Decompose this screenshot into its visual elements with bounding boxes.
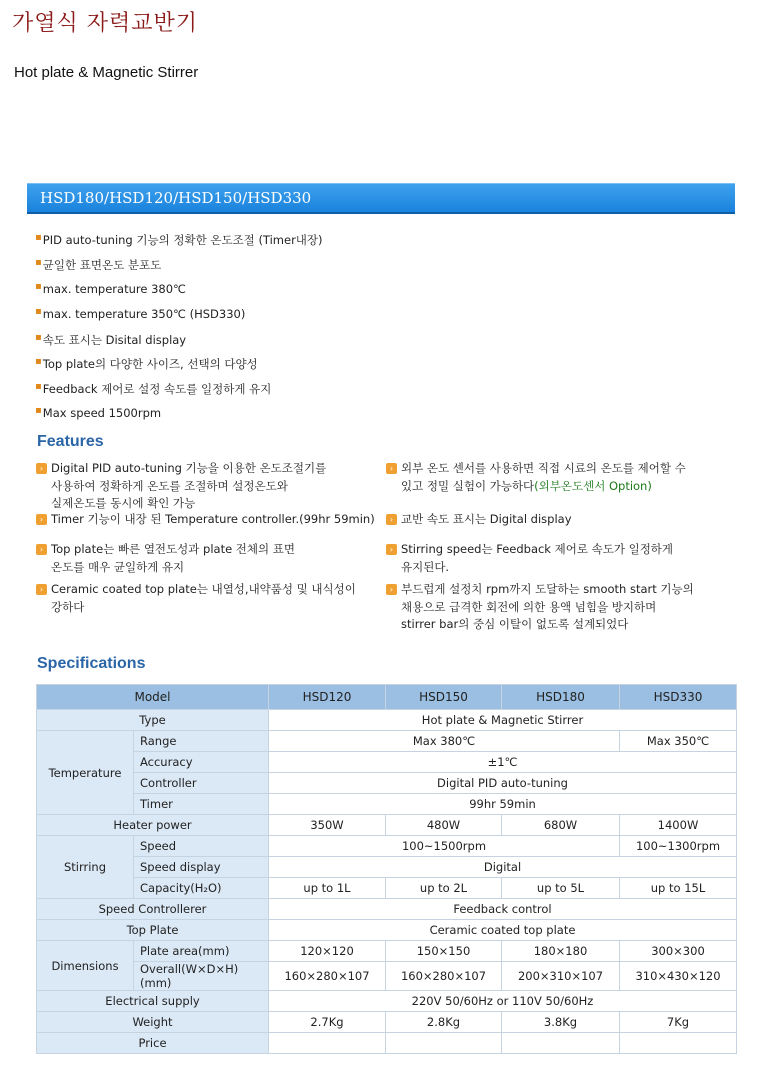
table-row: [37, 773, 737, 794]
table-cell: 350W: [269, 815, 386, 836]
table-row: [37, 899, 737, 920]
table-row: [37, 815, 737, 836]
bullet-item: ▪max. temperature 350℃ (HSD330): [35, 306, 246, 321]
bullet-item: ▪Max speed 1500rpm: [35, 405, 162, 420]
external-sensor-option-note: (외부온도센서 Option): [534, 478, 652, 493]
table-row: [37, 878, 737, 899]
table-row: [37, 731, 737, 752]
group-label: Stirring: [37, 836, 134, 899]
bullet-dot-icon: ▪: [35, 405, 42, 416]
row-label: Overall(W×D×H)(mm): [134, 962, 269, 991]
row-label: Type: [37, 710, 269, 731]
model-banner-label: HSD180/HSD120/HSD150/HSD330: [40, 189, 312, 207]
arrow-bullet-icon: ›: [36, 584, 47, 595]
table-row: [37, 991, 737, 1012]
table-cell: up to 15L: [620, 878, 737, 899]
feature-item: › Stirring speed는 Feedback 제어로 속도가 일정하게 유지된다.: [386, 541, 673, 576]
bullet-item: ▪속도 표시는 Disital display: [35, 332, 187, 347]
row-label: Heater power: [37, 815, 269, 836]
table-cell: 7Kg: [620, 1012, 737, 1033]
arrow-bullet-icon: ›: [36, 544, 47, 555]
table-cell: Ceramic coated top plate: [269, 920, 737, 941]
table-row: [37, 1012, 737, 1033]
table-cell: [386, 1033, 502, 1054]
table-header-cell: HSD120: [269, 685, 386, 710]
table-header-cell: HSD180: [502, 685, 620, 710]
table-row: [37, 710, 737, 731]
row-label: Plate area(mm): [134, 941, 269, 962]
table-row: [37, 1033, 737, 1054]
features-heading: Features: [37, 433, 104, 450]
table-cell: 150×150: [386, 941, 502, 962]
row-label: Controller: [134, 773, 269, 794]
arrow-bullet-icon: ›: [36, 463, 47, 474]
specifications-table: [36, 684, 737, 1054]
group-label: Temperature: [37, 731, 134, 815]
table-cell: 2.8Kg: [386, 1012, 502, 1033]
arrow-bullet-icon: ›: [386, 514, 397, 525]
row-label: Top Plate: [37, 920, 269, 941]
bullet-dot-icon: ▪: [35, 306, 42, 317]
feature-item: › Top plate는 빠른 열전도성과 plate 전체의 표면 온도를 매우 균일하게 유지: [36, 541, 295, 576]
group-label: Dimensions: [37, 941, 134, 991]
table-cell: Digital: [269, 857, 737, 878]
table-cell: 180×180: [502, 941, 620, 962]
table-row: [37, 857, 737, 878]
bullet-dot-icon: ▪: [35, 381, 42, 392]
table-cell: 480W: [386, 815, 502, 836]
bullet-item: ▪PID auto-tuning 기능의 정확한 온도조절 (Timer내장): [35, 232, 323, 247]
row-label: Accuracy: [134, 752, 269, 773]
table-cell: 3.8Kg: [502, 1012, 620, 1033]
feature-item: › Ceramic coated top plate는 내열성,내약품성 및 내식성이 강하다: [36, 581, 356, 616]
table-row: [37, 836, 737, 857]
bullet-item: ▪Top plate의 다양한 사이즈, 선택의 다양성: [35, 356, 258, 371]
table-cell: 2.7Kg: [269, 1012, 386, 1033]
specifications-heading: Specifications: [37, 655, 146, 672]
table-cell: Max 350℃: [620, 731, 737, 752]
table-header-cell: Model: [37, 685, 269, 710]
table-row: [37, 962, 737, 991]
table-cell: 120×120: [269, 941, 386, 962]
table-row: [37, 752, 737, 773]
feature-item: › Digital PID auto-tuning 기능을 이용한 온도조절기를 사용하여 정확하게 온도를 조절하며 설정온도와 실제온도를 동시에 확인 가능: [36, 460, 326, 513]
bullet-dot-icon: ▪: [35, 232, 42, 243]
table-cell: 100~1500rpm: [269, 836, 620, 857]
table-cell: 1400W: [620, 815, 737, 836]
row-label: Electrical supply: [37, 991, 269, 1012]
table-cell: [620, 1033, 737, 1054]
bullet-dot-icon: ▪: [35, 332, 42, 343]
table-cell: 310×430×120: [620, 962, 737, 991]
feature-item: › 부드럽게 설정치 rpm까지 도달하는 smooth start 기능의 채용으로 급격한 회전에 의한 용액 넘힘을 방지하며 stirrer bar의 중심 이탈이 없도록 설계되었다: [386, 581, 694, 634]
row-label: Speed: [134, 836, 269, 857]
table-cell: [502, 1033, 620, 1054]
table-cell: Feedback control: [269, 899, 737, 920]
row-label: Range: [134, 731, 269, 752]
table-cell: up to 5L: [502, 878, 620, 899]
table-row: [37, 941, 737, 962]
bullet-item: ▪균일한 표면온도 분포도: [35, 257, 162, 272]
table-cell: Digital PID auto-tuning: [269, 773, 737, 794]
arrow-bullet-icon: ›: [36, 514, 47, 525]
bullet-item: ▪Feedback 제어로 설정 속도를 일정하게 유지: [35, 381, 272, 396]
page-title-english: Hot plate & Magnetic Stirrer: [14, 64, 199, 81]
table-cell: 99hr 59min: [269, 794, 737, 815]
feature-item: › 외부 온도 센서를 사용하면 직접 시료의 온도를 제어할 수 있고 정밀 실험이 가능하다(외부온도센서 Option): [386, 460, 686, 495]
row-label: Timer: [134, 794, 269, 815]
arrow-bullet-icon: ›: [386, 544, 397, 555]
row-label: Weight: [37, 1012, 269, 1033]
table-row: [37, 920, 737, 941]
feature-item: › Timer 기능이 내장 된 Temperature controller.(99hr 59min): [36, 511, 375, 529]
table-cell: 220V 50/60Hz or 110V 50/60Hz: [269, 991, 737, 1012]
table-header-row: [37, 685, 737, 710]
table-cell: 160×280×107: [269, 962, 386, 991]
table-header-cell: HSD330: [620, 685, 737, 710]
row-label: Speed Controllerer: [37, 899, 269, 920]
arrow-bullet-icon: ›: [386, 584, 397, 595]
table-cell: 300×300: [620, 941, 737, 962]
table-cell: 680W: [502, 815, 620, 836]
bullet-dot-icon: ▪: [35, 257, 42, 268]
page-title-korean: 가열식 자력교반기: [12, 11, 199, 36]
arrow-bullet-icon: ›: [386, 463, 397, 474]
table-cell: 200×310×107: [502, 962, 620, 991]
bullet-dot-icon: ▪: [35, 281, 42, 292]
table-header-cell: HSD150: [386, 685, 502, 710]
table-cell: ±1℃: [269, 752, 737, 773]
bullet-dot-icon: ▪: [35, 356, 42, 367]
table-cell: Hot plate & Magnetic Stirrer: [269, 710, 737, 731]
model-banner: [27, 183, 735, 214]
table-cell: up to 2L: [386, 878, 502, 899]
table-cell: Max 380℃: [269, 731, 620, 752]
table-cell: [269, 1033, 386, 1054]
bullet-item: ▪max. temperature 380℃: [35, 281, 186, 296]
feature-item: › 교반 속도 표시는 Digital display: [386, 511, 572, 529]
table-cell: 100~1300rpm: [620, 836, 737, 857]
table-cell: 160×280×107: [386, 962, 502, 991]
row-label: Capacity(H₂O): [134, 878, 269, 899]
row-label: Speed display: [134, 857, 269, 878]
table-row: [37, 794, 737, 815]
row-label: Price: [37, 1033, 269, 1054]
table-cell: up to 1L: [269, 878, 386, 899]
